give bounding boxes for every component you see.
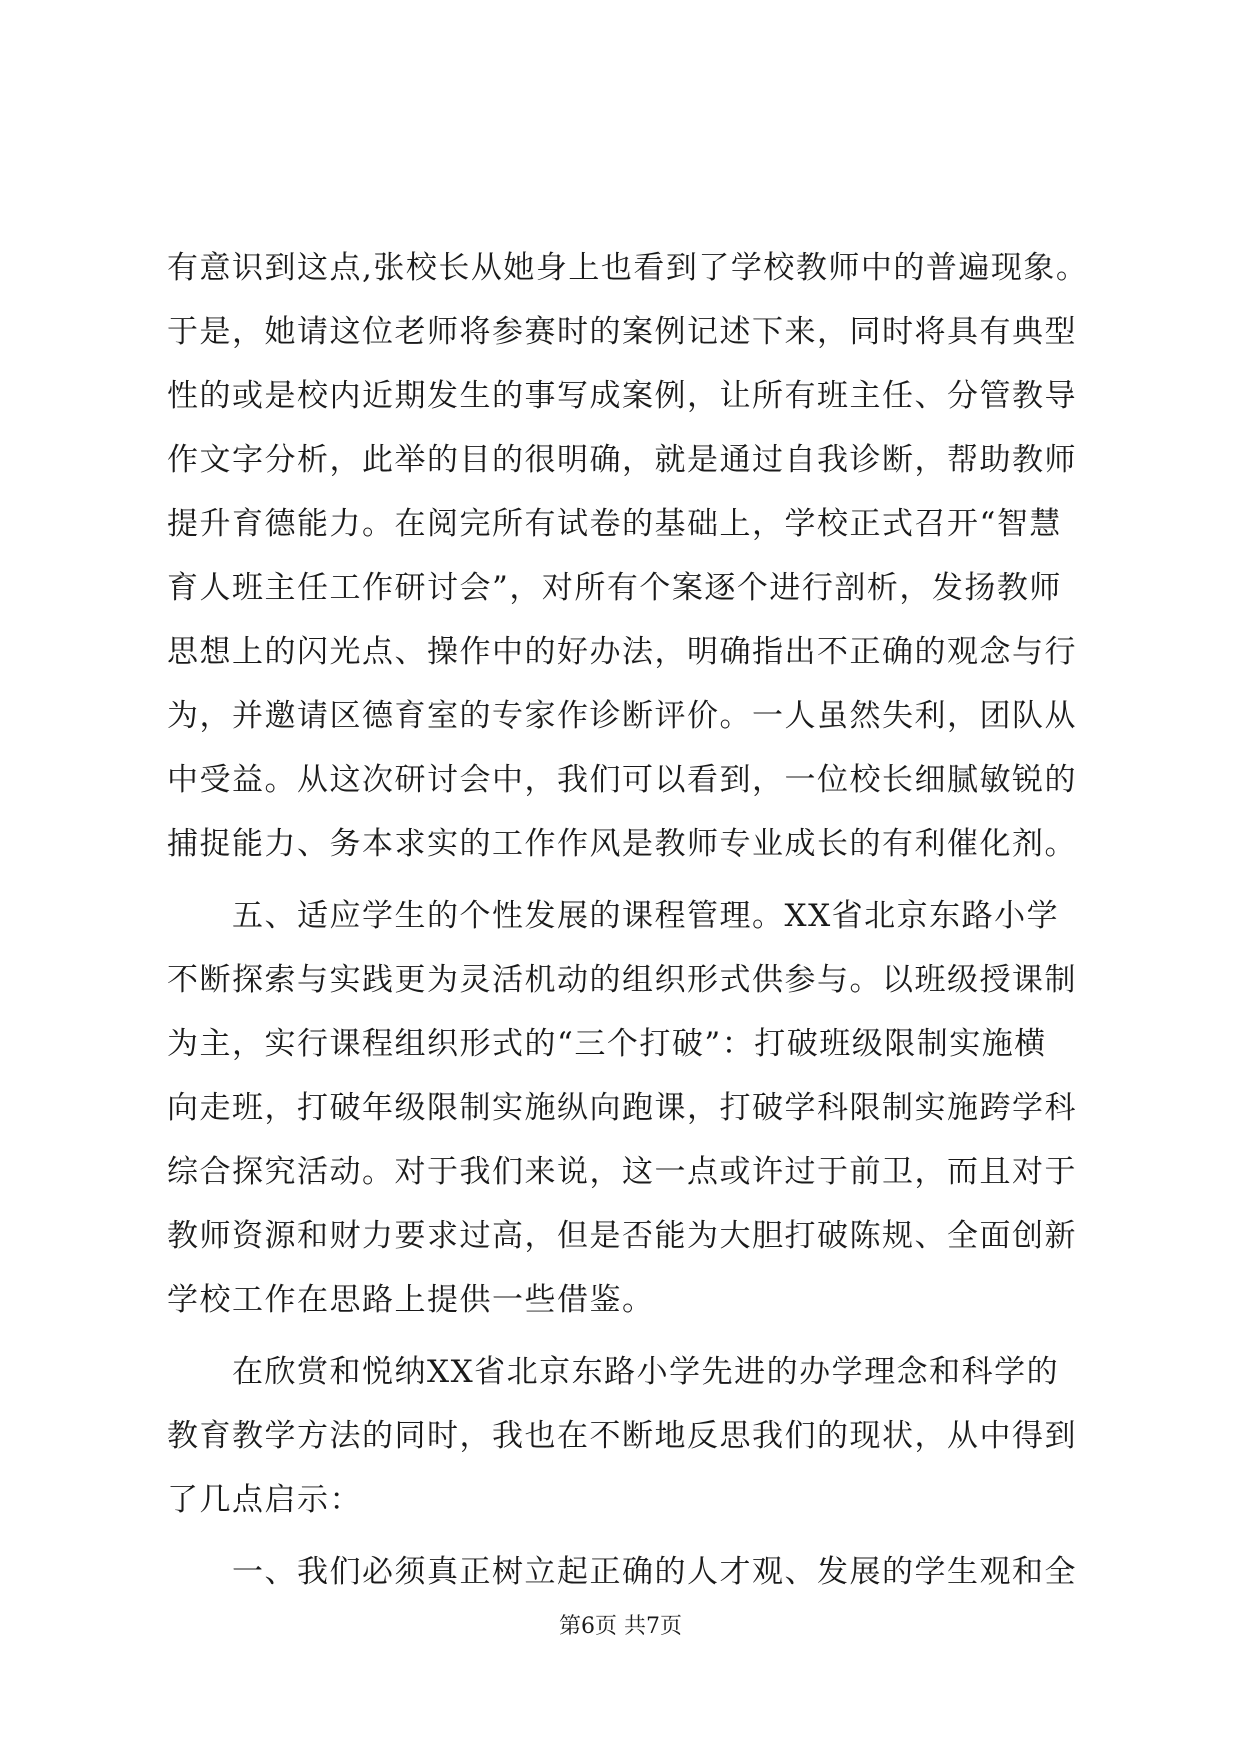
text-line: 五、适应学生的个性发展的课程管理。XX省北京东路小学 xyxy=(167,898,1060,934)
text-line: 教师资源和财力要求过高，但是否能为大胆打破陈规、全面创新 xyxy=(167,1218,1077,1254)
text-line: 性的或是校内近期发生的事写成案例，让所有班主任、分管教导 xyxy=(167,378,1077,414)
text-line: 于是，她请这位老师将参赛时的案例记述下来，同时将具有典型 xyxy=(167,314,1077,350)
text-line: 在欣赏和悦纳XX省北京东路小学先进的办学理念和科学的 xyxy=(167,1354,1060,1390)
page-number-footer: 第6页 共7页 xyxy=(559,1614,682,1639)
text-line: 学校工作在思路上提供一些借鉴。 xyxy=(167,1282,655,1318)
text-line: 中受益。从这次研讨会中，我们可以看到，一位校长细腻敏锐的 xyxy=(167,762,1077,798)
text-line: 提升育德能力。在阅完所有试卷的基础上，学校正式召开“智慧 xyxy=(167,506,1062,542)
text-line: 教育教学方法的同时，我也在不断地反思我们的现状，从中得到 xyxy=(167,1418,1077,1454)
text-line: 育人班主任工作研讨会”，对所有个案逐个进行剖析，发扬教师 xyxy=(167,570,1062,606)
text-line: 为主，实行课程组织形式的“三个打破”：打破班级限制实施横 xyxy=(167,1026,1047,1062)
text-line: 思想上的闪光点、操作中的好办法，明确指出不正确的观念与行 xyxy=(167,634,1077,670)
text-line: 作文字分析，此举的目的很明确，就是通过自我诊断，帮助教师 xyxy=(167,442,1077,478)
text-line: 一、我们必须真正树立起正确的人才观、发展的学生观和全 xyxy=(167,1554,1077,1590)
text-line: 综合探究活动。对于我们来说，这一点或许过于前卫，而且对于 xyxy=(167,1154,1077,1190)
text-line: 有意识到这点,张校长从她身上也看到了学校教师中的普遍现象。 xyxy=(167,250,1089,286)
document-body xyxy=(167,236,1097,1604)
text-line: 不断探索与实践更为灵活机动的组织形式供参与。以班级授课制 xyxy=(167,962,1077,998)
text-line: 为，并邀请区德育室的专家作诊断评价。一人虽然失利，团队从 xyxy=(167,698,1077,734)
text-line: 了几点启示： xyxy=(167,1482,362,1518)
text-line: 向走班，打破年级限制实施纵向跑课，打破学科限制实施跨学科 xyxy=(167,1090,1077,1126)
text-line: 捕捉能力、务本求实的工作作风是教师专业成长的有利催化剂。 xyxy=(167,826,1077,862)
